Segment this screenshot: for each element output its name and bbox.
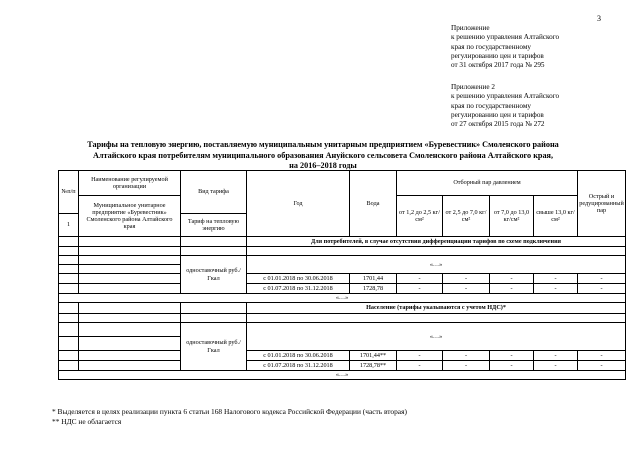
steam-3-value: -: [490, 351, 534, 361]
period-cell: с 01.07.2018 по 31.12.2018: [247, 361, 350, 371]
header-num: №п/п: [59, 171, 79, 214]
appendix-1-line: Приложение: [451, 24, 490, 32]
title-line: Алтайского края потребителям муниципального образования Ануйского сельсовета Смоленского района Алтайского края,: [92, 150, 554, 160]
title-line: на 2016–2018 годы: [289, 161, 357, 171]
water-value: 1701,44: [350, 274, 397, 284]
section-2-ellipsis: «…»: [247, 323, 626, 351]
sharp-steam-value: -: [578, 274, 626, 284]
org-name: Муниципальное унитарное предприятие «Буревестник» Смоленского района Алтайского края: [79, 196, 181, 237]
row-num: 1: [59, 214, 79, 237]
tariff-name: Тариф на тепловую энергию: [181, 214, 247, 237]
sharp-steam-value: -: [578, 284, 626, 294]
header-steam-4: свыше 13,0 кг/см²: [534, 196, 578, 237]
steam-4-value: -: [534, 284, 578, 294]
appendix-1-block: [451, 24, 631, 70]
steam-1-value: -: [397, 361, 443, 371]
appendix-2-line: от 27 октября 2015 года № 272: [451, 120, 545, 129]
steam-2-value: -: [443, 284, 490, 294]
section-1-heading: Для потребителей, в случае отсутствия дифференциации тарифов по схеме подключения: [247, 237, 626, 247]
header-org: Наименование регулируемой организации: [79, 171, 181, 196]
period-cell: с 01.01.2018 по 30.06.2018: [247, 274, 350, 284]
steam-3-value: -: [490, 284, 534, 294]
footnote-vat-exempt: ** НДС не облагается: [52, 417, 122, 426]
end-ellipsis: «…»: [59, 371, 626, 380]
steam-4-value: -: [534, 361, 578, 371]
steam-2-value: -: [443, 274, 490, 284]
header-year: Год: [247, 171, 350, 237]
appendix-1-line: к решению управления Алтайского: [451, 33, 560, 42]
water-value: 1728,78**: [350, 361, 397, 371]
header-steam-3: от 7,0 до 13,0 кг/см²: [490, 196, 534, 237]
title-line: Тарифы на тепловую энергию, поставляемую муниципальным унитарным предприятием «Буревестник» Смоленского района: [87, 140, 559, 149]
steam-2-value: -: [443, 361, 490, 371]
appendix-2-line: к решению управления Алтайского: [451, 92, 560, 101]
steam-1-value: -: [397, 351, 443, 361]
steam-1-value: -: [397, 274, 443, 284]
sharp-steam-value: -: [578, 361, 626, 371]
period-cell: с 01.01.2018 по 30.06.2018: [247, 351, 350, 361]
footnote-vat-included: * Выделяется в целях реализации пункта 6 статьи 168 Налогового кодекса Российской Федерации (часть вторая): [52, 407, 407, 416]
appendix-2-line: регулированию цен и тарифов: [451, 110, 544, 119]
document-title: [40, 140, 606, 172]
header-sharp-steam: Острый и редуцированный пар: [578, 171, 626, 237]
appendix-2-block: [451, 83, 631, 129]
steam-4-value: -: [534, 274, 578, 284]
header-steam-2: от 2,5 до 7,0 кг/см²: [443, 196, 490, 237]
steam-2-value: -: [443, 351, 490, 361]
appendix-1-line: края по государственному: [451, 42, 531, 51]
tariff-table: [58, 170, 626, 380]
between-sections-ellipsis: «…»: [59, 294, 626, 303]
page-number: 3: [597, 14, 601, 23]
section-1-ellipsis: «…»: [247, 256, 626, 274]
steam-3-value: -: [490, 361, 534, 371]
appendix-1-line: от 31 октября 2017 года № 295: [451, 61, 545, 70]
steam-4-value: -: [534, 351, 578, 361]
section-1-tariff-label: одноставочный руб./Гкал: [181, 256, 247, 294]
steam-1-value: -: [397, 284, 443, 294]
header-steam-group: Отборный пар давлением: [397, 171, 578, 196]
water-value: 1728,78: [350, 284, 397, 294]
header-water: Вода: [350, 171, 397, 237]
header-tariff-type: Вид тарифа: [181, 171, 247, 214]
header-steam-1: от 1,2 до 2,5 кг/см²: [397, 196, 443, 237]
appendix-2-line: Приложение 2: [451, 83, 495, 91]
steam-3-value: -: [490, 274, 534, 284]
appendix-1-line: регулированию цен и тарифов: [451, 51, 544, 60]
period-cell: с 01.07.2018 по 31.12.2018: [247, 284, 350, 294]
appendix-2-line: края по государственному: [451, 101, 531, 110]
section-2-heading: Население (тарифы указываются с учетом НДС)*: [247, 303, 626, 314]
sharp-steam-value: -: [578, 351, 626, 361]
water-value: 1701,44**: [350, 351, 397, 361]
section-2-tariff-label: одноставочный руб./Гкал: [181, 323, 247, 371]
